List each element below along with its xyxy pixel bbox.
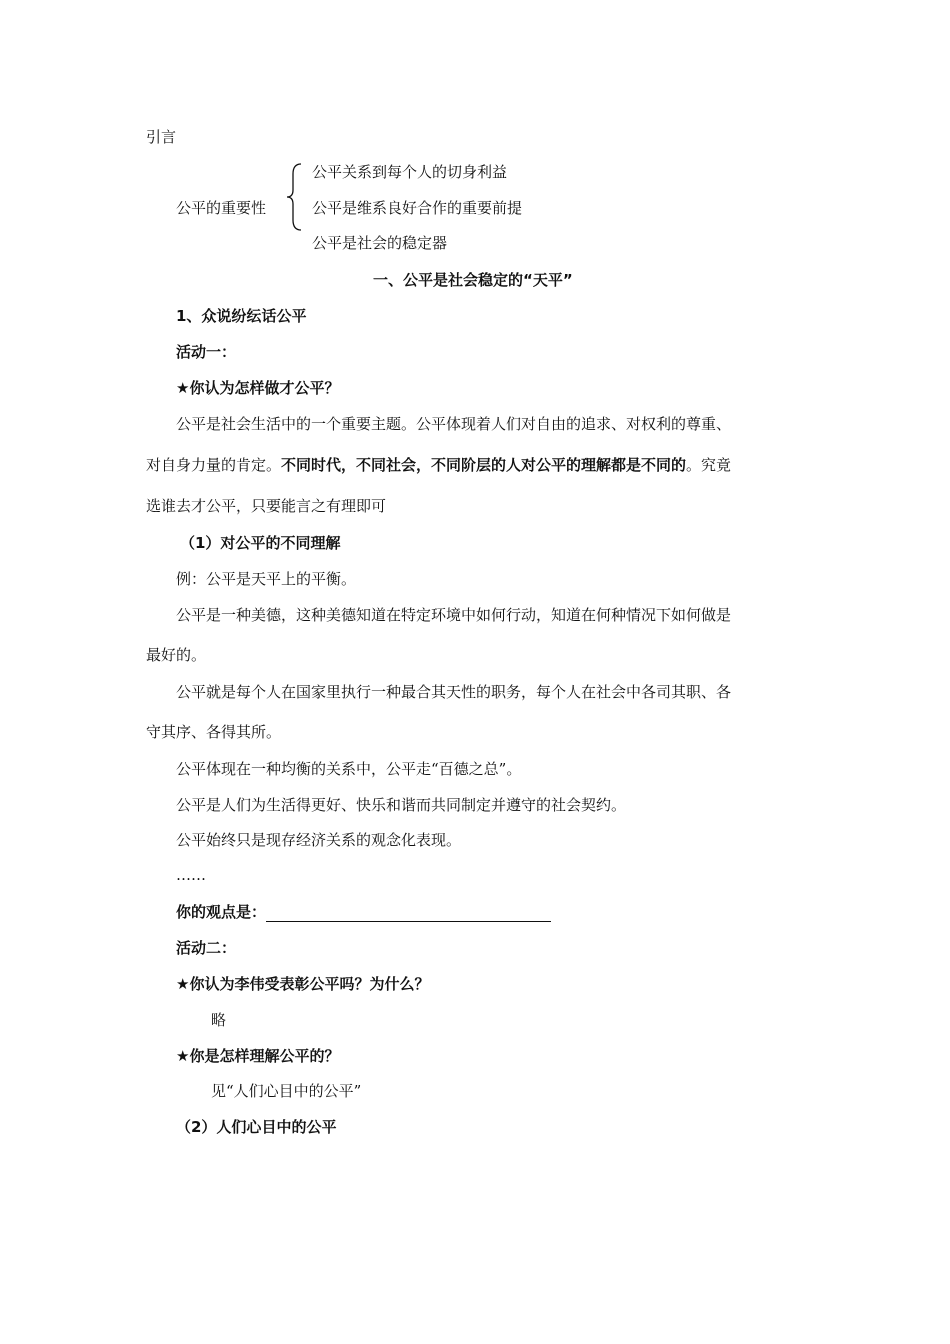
subheading: （1）对公平的不同理解 [180,534,341,552]
example-line: 公平体现在一种均衡的关系中，公平走“百德之总”。 [176,760,522,778]
example-line: 公平是一种美德，这种美德知道在特定环境中如何行动，知道在何种情况下如何做是 [176,606,732,624]
activity-label: 活动二： [176,939,237,957]
section-title: 一、公平是社会稳定的“天平” [373,271,573,289]
importance-item: 公平是维系良好合作的重要前提 [312,199,523,217]
question: ★你是怎样理解公平的？ [176,1047,340,1065]
emphasis-text: 不同时代，不同社会，不同阶层的人对公平的理解都是不同的 [281,456,687,474]
paragraph-line: 公平是社会生活中的一个重要主题。公平体现着人们对自由的追求、对权利的尊重、 [176,415,732,433]
example-line: 公平始终只是现存经济关系的观念化表现。 [176,831,462,849]
intro-heading: 引言 [146,128,177,146]
subheading: （2）人们心目中的公平 [176,1118,337,1136]
example-line: 公平就是每个人在国家里执行一种最合其天性的职务，每个人在社会中各司其职、各 [176,683,732,701]
subheading: 1、众说纷纭话公平 [176,307,307,325]
activity-label: 活动一： [176,343,237,361]
importance-label: 公平的重要性 [176,199,267,217]
importance-item: 公平是社会的稳定器 [312,234,448,252]
ellipsis: …… [176,866,206,884]
example-line: 例：公平是天平上的平衡。 [176,570,357,588]
importance-item: 公平关系到每个人的切身利益 [312,163,508,181]
your-view-prompt: 你的观点是： [176,902,551,922]
question: ★你认为怎样做才公平？ [176,379,340,397]
example-line: 守其序、各得其所。 [146,723,282,741]
brace-icon [284,162,304,232]
example-line: 公平是人们为生活得更好、快乐和谐而共同制定并遵守的社会契约。 [176,796,627,814]
paragraph-line: 选谁去才公平，只要能言之有理即可 [146,497,387,515]
question: ★你认为李伟受表彰公平吗？为什么？ [176,975,430,993]
answer-blank [266,905,551,922]
paragraph-line: 对自身力量的肯定。不同时代，不同社会，不同阶层的人对公平的理解都是不同的。究竟 [146,456,732,474]
answer-text: 见“人们心目中的公平” [211,1082,362,1100]
answer-text: 略 [211,1011,227,1029]
example-line: 最好的。 [146,646,207,664]
